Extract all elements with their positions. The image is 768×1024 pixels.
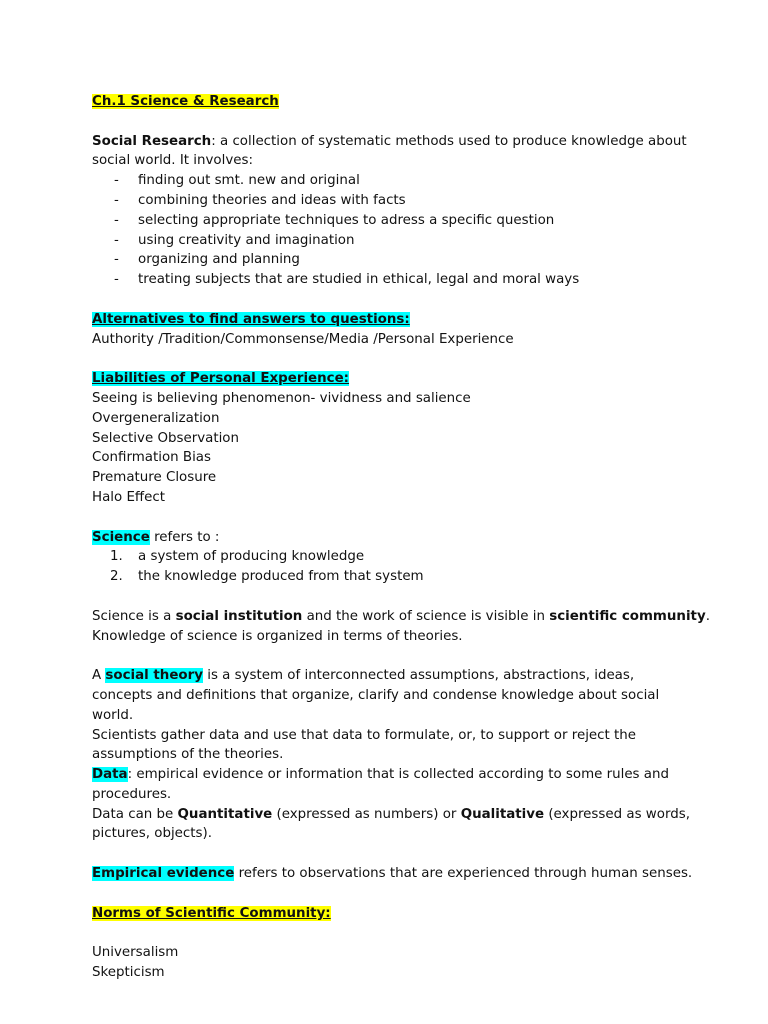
liabilities-heading-line	[92, 369, 692, 389]
bullet-item: - combining theories and ideas with facts	[92, 191, 692, 211]
bullet-item: - finding out smt. new and original	[92, 171, 692, 191]
alternatives-text: Authority /Tradition/Commonsense/Media /Personal Experience	[92, 331, 514, 347]
chapter-heading: Ch.1 Science & Research	[92, 94, 279, 109]
science-paragraph-line-2: Knowledge of science is organized in terms of theories.	[92, 628, 463, 644]
dash-marker: -	[114, 252, 119, 268]
quantitative-term: Quantitative	[177, 806, 273, 822]
document-page	[92, 92, 710, 983]
liability-item: Halo Effect	[92, 489, 165, 505]
qualitative-term: Qualitative	[460, 806, 545, 822]
alternatives-heading: Alternatives to find answers to questions:	[92, 311, 410, 327]
bullet-item: - selecting appropriate techniques to adress a specific question	[92, 211, 692, 231]
dash-marker: -	[114, 232, 119, 248]
liability-item: Confirmation Bias	[92, 450, 211, 466]
social-research-line-1	[92, 132, 692, 152]
liability-item: Selective Observation	[92, 430, 239, 446]
dash-marker: -	[114, 192, 119, 208]
science-line	[92, 528, 692, 548]
data-line-1: Data: empirical evidence or information that is collected according to some rules and	[92, 767, 669, 783]
number-marker: 2.	[110, 569, 123, 585]
social-research-term: Social Research	[92, 133, 212, 149]
norms-heading-line	[92, 904, 692, 924]
liability-item: Overgeneralization	[92, 410, 220, 426]
bullet-item: - using creativity and imagination	[92, 231, 692, 251]
social-research-line-2: social world. It involves:	[92, 153, 253, 169]
empirical-line: Empirical evidence refers to observations that are experienced through human senses.	[92, 866, 693, 882]
scientific-community-term: scientific community	[549, 608, 706, 624]
theory-line-4: Scientists gather data and use that data to formulate, or, to support or reject the	[92, 727, 636, 743]
norms-heading: Norms of Scientific Community:	[92, 905, 331, 921]
liabilities-heading: Liabilities of Personal Experience:	[92, 371, 350, 387]
norm-item: Skepticism	[92, 965, 165, 981]
social-research-definition-1: : a collection of systematic methods used to produce knowledge about	[211, 133, 687, 149]
theory-line-3: world.	[92, 707, 134, 723]
liability-item: Premature Closure	[92, 470, 217, 486]
science-refers: refers to :	[149, 529, 220, 545]
numbered-item: 2. the knowledge produced from that system	[92, 567, 692, 587]
data-line-3: Data can be Quantitative (expressed as numbers) or Qualitative (expressed as words,	[92, 806, 690, 822]
bullet-item: - treating subjects that are studied in ethical, legal and moral ways	[92, 270, 692, 290]
data-term: Data	[92, 767, 128, 783]
alternatives-heading-line	[92, 310, 692, 330]
theory-line-5: assumptions of the theories.	[92, 747, 284, 763]
science-term: Science	[92, 529, 150, 545]
chapter-heading-line	[92, 92, 692, 112]
theory-line-2: concepts and definitions that organize, clarify and condense knowledge about social	[92, 687, 660, 703]
data-line-4: pictures, objects).	[92, 826, 212, 842]
dash-marker: -	[114, 272, 119, 288]
science-paragraph-line-1: Science is a social institution and the work of science is visible in scientific community.	[92, 608, 710, 624]
number-marker: 1.	[110, 549, 123, 565]
norm-item: Universalism	[92, 945, 179, 961]
data-line-2: procedures.	[92, 786, 172, 802]
dash-marker: -	[114, 173, 119, 189]
liability-item: Seeing is believing phenomenon- vividness and salience	[92, 390, 471, 406]
dash-marker: -	[114, 212, 119, 228]
bullet-item: - organizing and planning	[92, 250, 692, 270]
empirical-evidence-term: Empirical evidence	[92, 866, 235, 882]
social-theory-term: social theory	[105, 668, 203, 684]
theory-line-1: A social theory is a system of interconnected assumptions, abstractions, ideas,	[92, 668, 635, 684]
social-institution-term: social institution	[175, 608, 303, 624]
numbered-item: 1. a system of producing knowledge	[92, 547, 692, 567]
